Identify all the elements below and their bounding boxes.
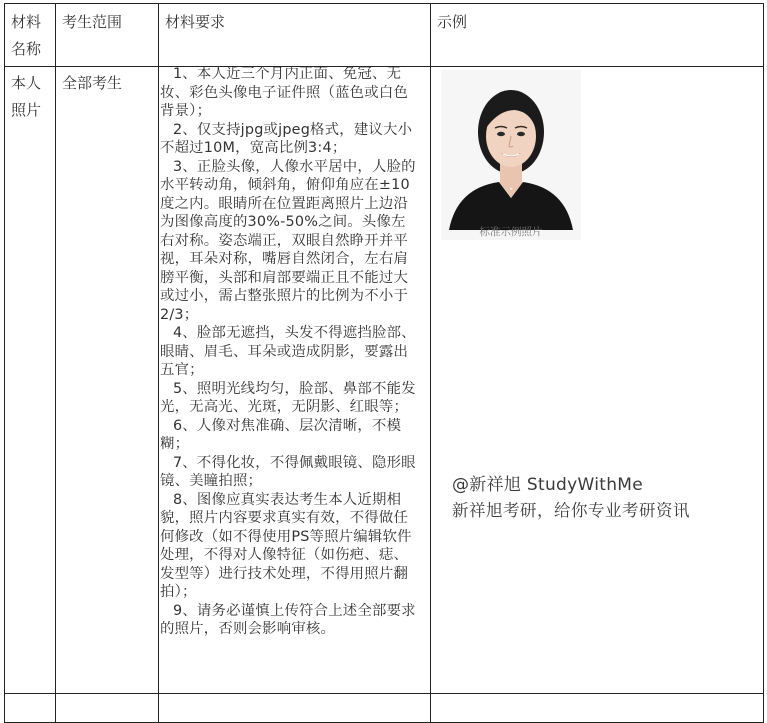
requirement-item: 5、照明光线均匀，脸部、鼻部不能发光，无高光、光斑，无阴影、红眼等； <box>160 380 416 415</box>
header-material-name-line2: 名称 <box>11 40 42 58</box>
column-divider <box>158 4 159 722</box>
requirement-item: 9、请务必谨慎上传符合上述全部要求的照片，否则会影响审核。 <box>160 602 416 637</box>
row-scope: 全部考生 <box>62 74 123 92</box>
row-material-name <box>11 70 41 124</box>
requirement-item: 1、本人近三个月内正面、免冠、无妆、彩色头像电子证件照（蓝色或白色背景）； <box>160 66 409 119</box>
example-photo <box>441 70 581 240</box>
header-example: 示例 <box>437 13 468 31</box>
column-divider <box>430 4 431 722</box>
row-material-name-line2: 照片 <box>11 101 42 119</box>
portrait-illustration <box>441 70 581 240</box>
requirement-item: 7、不得化妆，不得佩戴眼镜、隐形眼镜、美瞳拍照； <box>160 454 416 489</box>
row-divider <box>5 693 763 694</box>
requirements-list <box>160 65 420 639</box>
example-photo-caption: 标准示例照片 <box>479 226 543 238</box>
column-divider <box>55 4 56 722</box>
requirement-item: 4、脸部无遮挡，头发不得遮挡脸部、眼睛、眉毛、耳朵或造成阴影，要露出五官； <box>160 325 416 378</box>
header-requirements: 材料要求 <box>165 13 226 31</box>
header-material-name <box>11 9 41 63</box>
requirement-item: 6、人像对焦准确、层次清晰，不模糊； <box>160 417 402 452</box>
header-scope: 考生范围 <box>62 13 123 31</box>
watermark-slogan: 新祥旭考研，给你专业考研资讯 <box>452 501 690 520</box>
requirement-item: 2、仅支持jpg或jpeg格式，建议大小不超过10M，宽高比例3:4； <box>160 121 413 156</box>
row-material-name-line1: 本人 <box>11 74 42 92</box>
requirement-item: 3、正脸头像，人像水平居中，人脸的水平转动角，倾斜角，俯仰角应在±10度之内。眼睛所在位置距离照片上边沿为图像高度的30%-50%之间。头像左右对称。姿态端正，双眼自然睁开并平视，耳朵对称，嘴唇自然闭合，左右肩膀平衡，头部和肩部要端正且不能过大或过小，需占整张照片的比例为不小于2/3； <box>160 158 416 323</box>
watermark-handle: @新祥旭 StudyWithMe <box>452 475 644 495</box>
requirement-item: 8、图像应真实表达考生本人近期相貌，照片内容要求真实有效，不得做任何修改（如不得使用PS等照片编辑软件处理，不得对人像特征（如伤疤、痣、发型等）进行技术处理，不得用照片翻拍）； <box>160 491 412 600</box>
header-material-name-line1: 材料 <box>11 13 42 31</box>
